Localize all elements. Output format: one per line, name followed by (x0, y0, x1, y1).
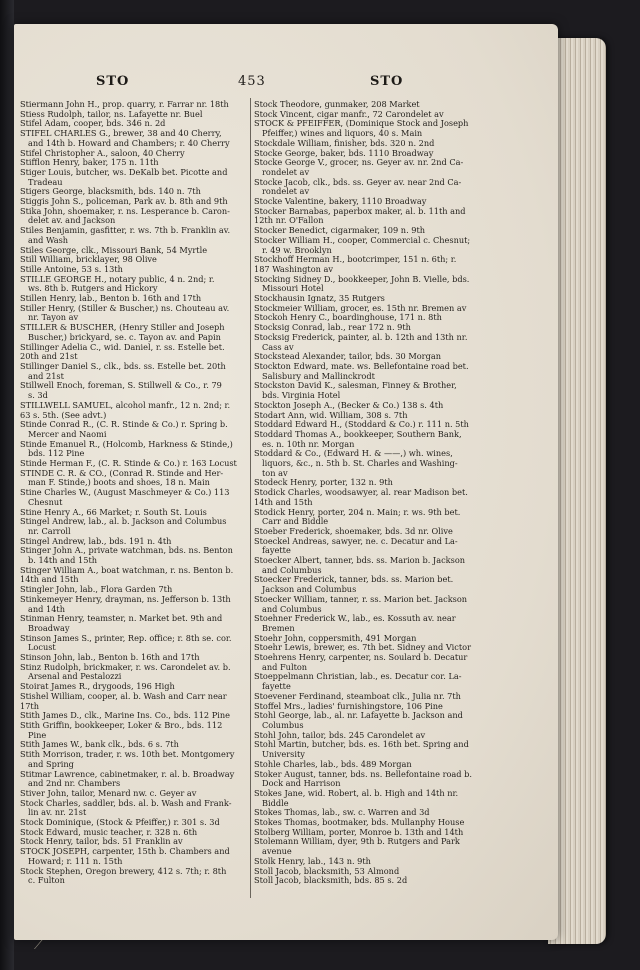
directory-entry-line: c. Fulton (28, 876, 65, 886)
directory-entry-line: Stohle Charles, lab., bds. 489 Morgan (254, 759, 412, 769)
directory-entry-line: Locust (28, 643, 56, 653)
directory-entry-line: Stinz Rudolph, brickmaker, r. ws. Carondelet av. b. (20, 662, 231, 672)
directory-entry-line: STINDE C. R. & CO., (Conrad R. Stinde and Her- (20, 468, 224, 478)
directory-entry-line: Stockston David K., salesman, Finney & Brother, (254, 381, 457, 391)
directory-entry-line: Stifflon Henry, baker, 175 n. 11th (20, 158, 159, 168)
directory-entry-line: Stifel Adam, cooper, bds. 346 n. 2d (20, 119, 166, 129)
directory-entry-line: Stinson John, lab., Benton b. 16th and 17th (20, 653, 200, 663)
directory-entry-line: Arsenal and Pestalozzi (28, 672, 122, 682)
directory-entry-line: Stohl John, tailor, bds. 245 Carondelet av (254, 730, 426, 740)
directory-entry-line: Stockhausin Ignatz, 35 Rutgers (254, 294, 385, 304)
header-right-guide: STO (370, 74, 404, 89)
directory-entry-line: 17th (20, 701, 39, 711)
directory-entry-line: s. 3d (28, 391, 48, 401)
directory-entry-line: Stodeck Henry, porter, 132 n. 9th (254, 478, 393, 488)
left-column (20, 100, 250, 886)
directory-entry-line: and Fulton (262, 662, 308, 672)
directory-entry-line: Stinger John A., private watchman, bds. ns. Benton (20, 546, 233, 556)
directory-entry-line: and Spring (28, 759, 74, 769)
directory-entry-line: 14th and 15th (254, 497, 313, 507)
directory-entry-line: r. 49 w. Brooklyn (262, 245, 332, 255)
directory-entry-line: Stinger William A., boat watchman, r. ns. Benton b. (20, 565, 234, 575)
directory-entry-line: Stocking Sidney D., bookkeeper, John B. Vielle, bds. (254, 274, 470, 284)
directory-entry-line: Stiles George, clk., Missouri Bank, 54 Myrtle (20, 245, 208, 255)
directory-entry-line: Stiver John, tailor, Menard nw. c. Geyer av (20, 788, 197, 798)
page-number: 453 (238, 74, 266, 89)
directory-entry-line: Stolk Henry, lab., 143 n. 9th (254, 856, 371, 866)
directory-entry-line: Stock Henry, tailor, bds. 51 Franklin av (20, 837, 183, 847)
directory-entry-line: Stocke Jacob, clk., bds. ss. Geyer av. near 2nd Ca- (254, 177, 462, 187)
directory-entry-line: Buscher,) brickyard, se. c. Tayon av. and Papin (28, 332, 221, 342)
directory-entry-line: delet av. and Jackson (28, 216, 116, 226)
directory-entry-line: ws. 8th b. Rutgers and Hickory (28, 284, 158, 294)
directory-entry-line: Stillen Henry, lab., Benton b. 16th and 17th (20, 294, 202, 304)
directory-page (14, 24, 558, 940)
directory-entry-line: Stiess Rudolph, tailor, ns. Lafayette nr. Buel (20, 109, 203, 119)
directory-entry-line: Stocksig Conrad, lab., rear 172 n. 9th (254, 323, 411, 333)
directory-entry-line: Chesnut (28, 497, 63, 507)
directory-entry-line: Stolberg William, porter, Monroe b. 13th and 14th (254, 827, 464, 837)
directory-entry-line: Stockton Joseph A., (Becker & Co.) 138 s. 4th (254, 400, 444, 410)
directory-entry-line: STILLWELL SAMUEL, alcohol manfr., 12 n. 2nd; r. (20, 400, 231, 410)
directory-entry-line: and Columbus (262, 565, 322, 575)
directory-entry-line: liquors, &c., n. 5th b. St. Charles and Washing- (262, 459, 458, 469)
directory-entry-line: Stiller Henry, (Stiller & Buscher,) ns. Chouteau av. (20, 303, 230, 313)
directory-entry-line: Stiermann John H., prop. quarry, r. Farrar nr. 18th (20, 100, 229, 109)
directory-entry-line: Stoirat James R., drygoods, 196 High (20, 682, 175, 692)
right-column (254, 100, 484, 886)
directory-entry-line: Stoll Jacob, blacksmith, bds. 85 s. 2d (254, 876, 408, 886)
directory-entry-line: Biddle (262, 798, 289, 808)
directory-entry-line: 14th and 15th (20, 575, 79, 585)
header-left-guide: STO (96, 74, 130, 89)
directory-entry-line: 12th nr. O'Fallon (254, 216, 324, 226)
directory-entry-line: Stohl Martin, butcher, bds. es. 16th bet. Spring and (254, 740, 469, 750)
directory-entry-line: nr. Tayon av (28, 313, 79, 323)
directory-entry-line: Stith James W., bank clk., bds. 6 s. 7th (20, 740, 179, 750)
directory-entry-line: Stock Dominique, (Stock & Pfeiffer,) r. 301 s. 3d (20, 818, 220, 828)
directory-entry-line: and Wash (28, 235, 69, 245)
directory-entry-line: Stocker Benedict, cigarmaker, 109 n. 9th (254, 226, 426, 236)
directory-entry-line: Stigers George, blacksmith, bds. 140 n. 7th (20, 187, 201, 197)
directory-entry-line: STOCK JOSEPH, carpenter, 15th b. Chambers and (20, 847, 230, 857)
directory-entry-line: Stokes Jane, wid. Robert, al. b. High and 14th nr. (254, 788, 459, 798)
directory-entry-line: Missouri Hotel (262, 284, 324, 294)
directory-entry-line: Stoevener Ferdinand, steamboat clk., Julia nr. 7th (254, 691, 461, 701)
directory-entry-line: Stoll Jacob, blacksmith, 53 Almond (254, 866, 400, 876)
directory-entry-line: STOCK & PFEIFFER, (Dominique Stock and Joseph (254, 119, 469, 129)
directory-entry-line: Stockhoff Herman H., bootcrimper, 151 n. 6th; r. (254, 255, 457, 265)
directory-entry-line: Stoehner Frederick W., lab., es. Kossuth av. near (254, 614, 456, 624)
directory-entry-line: Stockoh Henry C., boardinghouse, 171 n. 8th (254, 313, 442, 323)
directory-entry-line: Stocksig Frederick, painter, al. b. 12th and 13th nr. (254, 332, 468, 342)
directory-entry-line: Tradeau (28, 177, 63, 187)
directory-entry-line: 63 s. 5th. (See advt.) (20, 410, 107, 420)
directory-entry-line: Stoeckel Andreas, sawyer, ne. c. Decatur and La- (254, 536, 458, 546)
directory-entry-line: Stoehr John, coppersmith, 491 Morgan (254, 633, 417, 643)
directory-entry-line: Stoddard Edward H., (Stoddard & Co.) r. 111 n. 5th (254, 420, 469, 430)
directory-entry-line: Stoecker William, tanner, r. ss. Marion bet. Jackson (254, 594, 468, 604)
directory-entry-line: lin av. nr. 21st (28, 808, 87, 818)
directory-entry-line: Stine Henry A., 66 Market; r. South St. Louis (20, 507, 207, 517)
directory-entry-line: Pine (28, 730, 47, 740)
directory-entry-line: Stitmar Lawrence, cabinetmaker, r. al. b. Broadway (20, 769, 235, 779)
directory-entry-line: Stocke Valentine, bakery, 1110 Broadway (254, 197, 427, 207)
directory-entry-line: Stiger Louis, butcher, ws. DeKalb bet. Picotte and (20, 167, 228, 177)
page-header (14, 74, 558, 94)
directory-entry-line: avenue (262, 847, 292, 857)
directory-entry-line: and 21st (28, 371, 64, 381)
directory-entry-line: Stockstead Alexander, tailor, bds. 30 Morgan (254, 352, 441, 362)
directory-entry-line: nr. Carroll (28, 526, 71, 536)
directory-entry-line: man F. Stinde,) boots and shoes, 18 n. Main (28, 478, 210, 488)
directory-entry-line: Broadway (28, 623, 70, 633)
directory-entry-line: Stodick Charles, woodsawyer, al. rear Madison bet. (254, 488, 468, 498)
directory-entry-line: Columbus (262, 721, 304, 730)
directory-entry-line: Howard; r. 111 n. 15th (28, 856, 123, 866)
directory-entry-line: STILLE GEORGE H., notary public, 4 n. 2nd; r. (20, 274, 215, 284)
directory-entry-line: b. 14th and 15th (28, 556, 98, 566)
directory-entry-line: Carr and Biddle (262, 517, 329, 527)
directory-entry-line: rondelet av (262, 167, 310, 177)
directory-entry-line: and Columbus (262, 604, 322, 614)
directory-entry-line: Stodart Ann, wid. William, 308 s. 7th (254, 410, 408, 420)
directory-entry-line: Stoehrens Henry, carpenter, ns. Soulard b. Decatur (254, 653, 468, 663)
directory-entry-line: Stillinger Adelia C., wid. Daniel, r. ss. Estelle bet. (20, 342, 225, 352)
directory-entry-line: Salisbury and Mallinckrodt (262, 371, 375, 381)
directory-entry-line: Stolemann William, dyer, 9th b. Rutgers and Park (254, 837, 460, 847)
directory-entry-line: Jackson and Columbus (262, 585, 357, 595)
directory-entry-line: Stockmeier William, grocer, es. 15th nr. Bremen av (254, 303, 467, 313)
directory-entry-line: STILLER & BUSCHER, (Henry Stiller and Joseph (20, 323, 225, 333)
directory-entry-line: Stillwell Enoch, foreman, S. Stillwell & Co., r. 79 (20, 381, 222, 391)
directory-entry-line: Stockdale William, finisher, bds. 320 n. 2nd (254, 138, 435, 148)
directory-entry-line: Stinde Herman F., (C. R. Stinde & Co.) r. 163 Locust (20, 459, 237, 469)
directory-entry-line: Stoehr Lewis, brewer, es. 7th bet. Sidney and Victor (254, 643, 471, 653)
directory-entry-line: Stocke George V., grocer, ns. Geyer av. nr. 2nd Ca- (254, 158, 464, 168)
directory-entry-line: and 14th b. Howard and Chambers; r. 40 Cherry (28, 138, 230, 148)
directory-entry-line: Stoecker Frederick, tanner, bds. ss. Marion bet. (254, 575, 454, 585)
directory-entry-line: Stockton Edward, mate. ws. Bellefontaine road bet. (254, 361, 469, 371)
directory-entry-line: 187 Washington av (254, 264, 334, 274)
directory-entry-line: rondelet av (262, 187, 310, 197)
directory-entry-line: Stishel William, cooper, al. b. Wash and Carr near (20, 691, 227, 701)
directory-entry-line: Stika John, shoemaker, r. ns. Lesperance b. Caron- (20, 206, 230, 216)
directory-entry-line: Stocker William H., cooper, Commercial c. Chesnut; (254, 235, 471, 245)
directory-entry-line: es. n. 10th nr. Morgan (262, 439, 355, 449)
directory-entry-line: Stocker Barnabas, paperbox maker, al. b. 11th and (254, 206, 466, 216)
directory-entry-line: Mercer and Naomi (28, 429, 107, 439)
directory-entry-line: Cass av (262, 342, 294, 352)
directory-entry-line: Stinson James S., printer, Rep. office; r. 8th se. cor. (20, 633, 232, 643)
directory-entry-line: Stinkemeyer Henry, drayman, ns. Jefferson b. 13th (20, 594, 231, 604)
directory-entry-line: fayette (262, 546, 291, 556)
directory-entry-line: Stoecker Albert, tanner, bds. ss. Marion b. Jackson (254, 556, 466, 566)
directory-entry-line: Stith James D., clk., Marine Ins. Co., bds. 112 Pine (20, 711, 230, 721)
directory-entry-line: Stiles Benjamin, gasfitter, r. ws. 7th b. Franklin av. (20, 226, 231, 236)
directory-entry-line: Stock Charles, saddler, bds. al. b. Wash and Frank- (20, 798, 232, 808)
directory-entry-line: Stocke George, baker, bds. 1110 Broadway (254, 148, 434, 158)
directory-entry-line: and 2nd nr. Chambers (28, 779, 121, 789)
directory-entry-line: Stinman Henry, teamster, n. Market bet. 9th and (20, 614, 223, 624)
directory-entry-line: 20th and 21st (20, 352, 78, 362)
directory-entry-line: bds. Virginia Hotel (262, 391, 341, 401)
directory-entry-line: fayette (262, 682, 291, 692)
directory-entry-line: and 14th (28, 604, 65, 614)
directory-entry-line: Stoddard Thomas A., bookkeeper, Southern Bank, (254, 429, 462, 439)
directory-entry-line: STIFEL CHARLES G., brewer, 38 and 40 Cherry, (20, 129, 222, 139)
directory-entry-line: Stohl George, lab., al. nr. Lafayette b. Jackson and (254, 711, 463, 721)
directory-entry-line: Stoeppelmann Christian, lab., es. Decatur cor. La- (254, 672, 462, 682)
directory-entry-line: Stock Edward, music teacher, r. 328 n. 6th (20, 827, 198, 837)
directory-entry-line: Bremen (262, 623, 295, 633)
directory-entry-line: Stodick Henry, porter, 204 n. Main; r. ws. 9th bet. (254, 507, 461, 517)
directory-entry-line: Stifel Christopher A., saloon, 40 Cherry (20, 148, 185, 158)
directory-entry-line: Stoeber Frederick, shoemaker, bds. 3d nr. Olive (254, 526, 453, 536)
directory-entry-line: bds. 112 Pine (28, 449, 85, 459)
margin-mark: ⟋ (34, 938, 43, 952)
directory-entry-line: Stiggis John S., policeman, Park av. b. 8th and 9th (20, 197, 228, 207)
directory-entry-line: Stille Antoine, 53 s. 13th (20, 264, 123, 274)
directory-entry-line: University (262, 750, 305, 760)
directory-entry-line: Pfeiffer,) wines and liquors, 40 s. Main (262, 129, 423, 139)
directory-entry-line: Stokes Thomas, lab., sw. c. Warren and 3d (254, 808, 430, 818)
directory-entry-line: Stingel Andrew, lab., bds. 191 n. 4th (20, 536, 172, 546)
directory-entry-line: Stingler John, lab., Flora Garden 7th (20, 585, 173, 595)
directory-entry-line: Stoffel Mrs., ladies' furnishingstore, 106 Pine (254, 701, 443, 711)
directory-entry-line: Stinde Conrad R., (C. R. Stinde & Co.) r. Spring b. (20, 420, 228, 430)
directory-entry-line: Stoker August, tanner, bds. ns. Bellefontaine road b. (254, 769, 472, 779)
directory-entry-line: Stith Morrison, trader, r. ws. 10th bet. Montgomery (20, 750, 235, 760)
directory-entry-line: Stock Stephen, Oregon brewery, 412 s. 7th; r. 8th (20, 866, 227, 876)
directory-entry-line: Stokes Thomas, bootmaker, bds. Mullanphy House (254, 818, 465, 828)
book-cover-edge (0, 0, 14, 970)
directory-entry-line: Stinde Emanuel R., (Holcomb, Harkness & Stinde,) (20, 439, 233, 449)
directory-entry-line: ton av (262, 468, 288, 478)
directory-entry-line: Stock Theodore, gunmaker, 208 Market (254, 100, 420, 109)
directory-entry-line: Dock and Harrison (262, 779, 341, 789)
directory-entry-line: Stock Vincent, cigar manfr., 72 Carondelet av (254, 109, 444, 119)
column-divider (250, 98, 251, 898)
directory-entry-line: Stingel Andrew, lab., al. b. Jackson and Columbus (20, 517, 227, 527)
directory-entry-line: Stith Griffin, bookkeeper, Loker & Bro., bds. 112 (20, 721, 223, 730)
directory-entry-line: Stillinger Daniel S., clk., bds. ss. Estelle bet. 20th (20, 361, 226, 371)
directory-entry-line: Still William, bricklayer, 98 Olive (20, 255, 157, 265)
directory-entry-line: Stine Charles W., (August Maschmeyer & Co.) 113 (20, 488, 230, 498)
directory-entry-line: Stoddard & Co., (Edward H. & ——,) wh. wines, (254, 449, 453, 459)
